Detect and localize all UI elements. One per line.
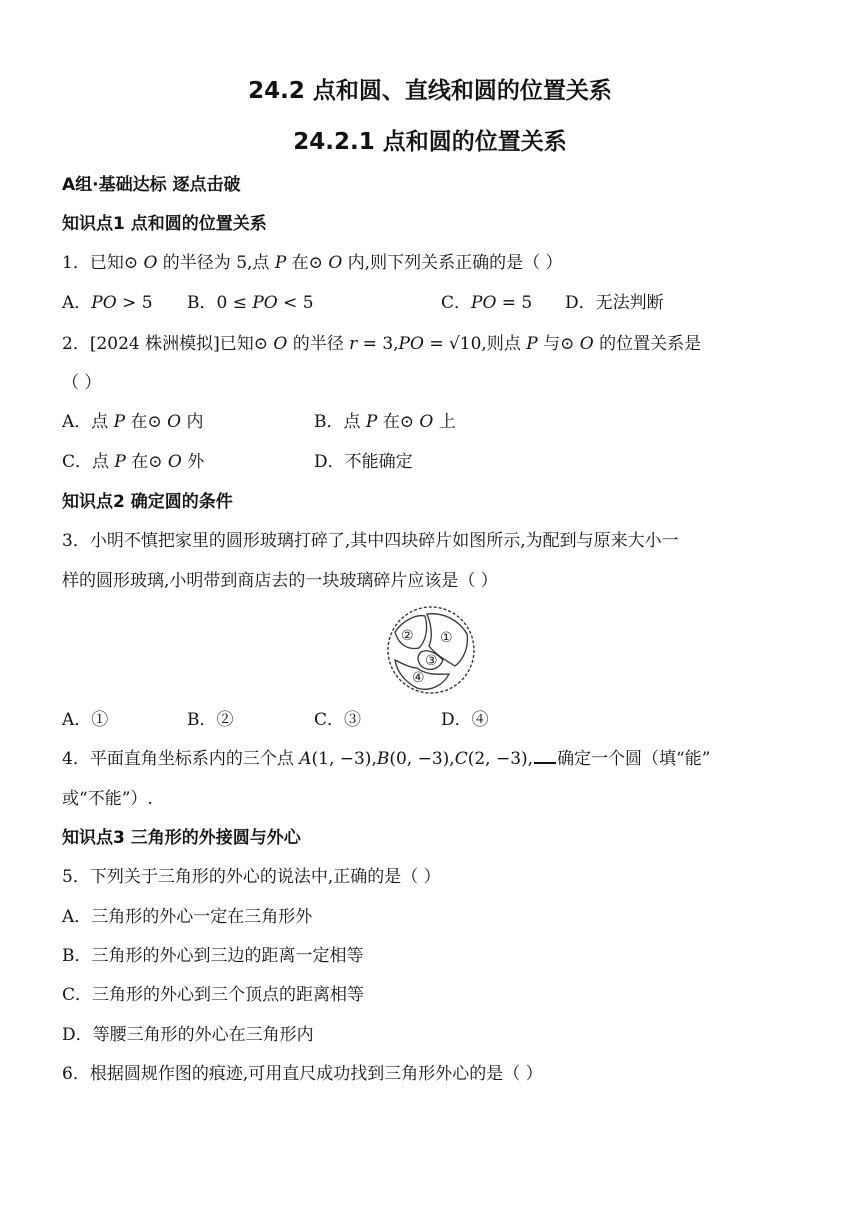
question-2-stem: 2．[2024 株洲模拟]已知⊙ 𝑂 的半径 𝑟 = 3,𝑃𝑂 = √10,则点 𝑃 与⊙ 𝑂 的位置关系是 (62, 334, 702, 354)
question-5-option-b: B．三角形的外心到三边的距离一定相等 (62, 946, 364, 966)
question-1-option-d: D．无法判断 (565, 293, 664, 313)
fragment-label-2: ② (401, 628, 414, 644)
question-3-option-a: A．① (62, 710, 109, 730)
glass-outline (388, 607, 474, 693)
question-4-stem-cont: 或“不能”）. (62, 789, 153, 809)
broken-glass-figure (385, 604, 477, 696)
fragment-label-4: ④ (412, 670, 425, 686)
question-5-option-d: D．等腰三角形的外心在三角形内 (62, 1025, 314, 1045)
question-2-option-b: B．点 𝑃 在⊙ 𝑂 上 (314, 412, 456, 432)
question-3-option-b: B．② (187, 710, 234, 730)
question-3-option-d: D．④ (441, 710, 489, 730)
fragment-label-3: ③ (425, 653, 438, 669)
question-4-stem-after: 确定一个圆（填“能” (557, 749, 711, 769)
question-2-option-d: D．不能确定 (314, 452, 413, 472)
section-title: 24.2 点和圆、直线和圆的位置关系 (248, 78, 612, 104)
question-4-stem (62, 748, 710, 770)
fragment-label-1: ① (440, 630, 453, 646)
answer-blank[interactable] (534, 748, 556, 764)
question-1-option-c: C．𝑃𝑂 = 5 (441, 293, 533, 313)
question-5-option-a: A．三角形的外心一定在三角形外 (62, 907, 313, 927)
knowledge-point-3: 知识点3 三角形的外接圆与外心 (62, 828, 301, 848)
question-1-option-b: B．0 ≤ 𝑃𝑂 < 5 (187, 293, 314, 313)
question-1-option-a: A．𝑃𝑂 > 5 (62, 293, 153, 313)
question-5-option-c: C．三角形的外心到三个顶点的距离相等 (62, 985, 365, 1005)
question-2-option-a: A．点 𝑃 在⊙ 𝑂 内 (62, 412, 204, 432)
question-1-stem: 1．已知⊙ 𝑂 的半径为 5,点 𝑃 在⊙ 𝑂 内,则下列关系正确的是（ ） (62, 253, 563, 273)
question-6-stem: 6．根据圆规作图的痕迹,可用直尺成功找到三角形外心的是（ ） (62, 1064, 543, 1084)
question-2-stem-cont: （ ） (62, 373, 102, 393)
subsection-title: 24.2.1 点和圆的位置关系 (293, 129, 567, 155)
knowledge-point-2: 知识点2 确定圆的条件 (62, 492, 233, 512)
knowledge-point-1: 知识点1 点和圆的位置关系 (62, 214, 267, 234)
group-heading: A组·基础达标 逐点击破 (62, 175, 241, 195)
question-3-option-c: C．③ (314, 710, 362, 730)
question-5-stem: 5．下列关于三角形的外心的说法中,正确的是（ ） (62, 867, 441, 887)
question-3-stem-cont: 样的圆形玻璃,小明带到商店去的一块玻璃碎片应该是（ ） (62, 571, 498, 591)
question-2-option-c: C．点 𝑃 在⊙ 𝑂 外 (62, 452, 205, 472)
question-3-stem: 3．小明不慎把家里的圆形玻璃打碎了,其中四块碎片如图所示,为配到与原来大小一 (62, 531, 679, 551)
question-4-stem-before: 4．平面直角坐标系内的三个点 𝐴(1, −3),𝐵(0, −3),𝐶(2, −3), (62, 749, 534, 769)
